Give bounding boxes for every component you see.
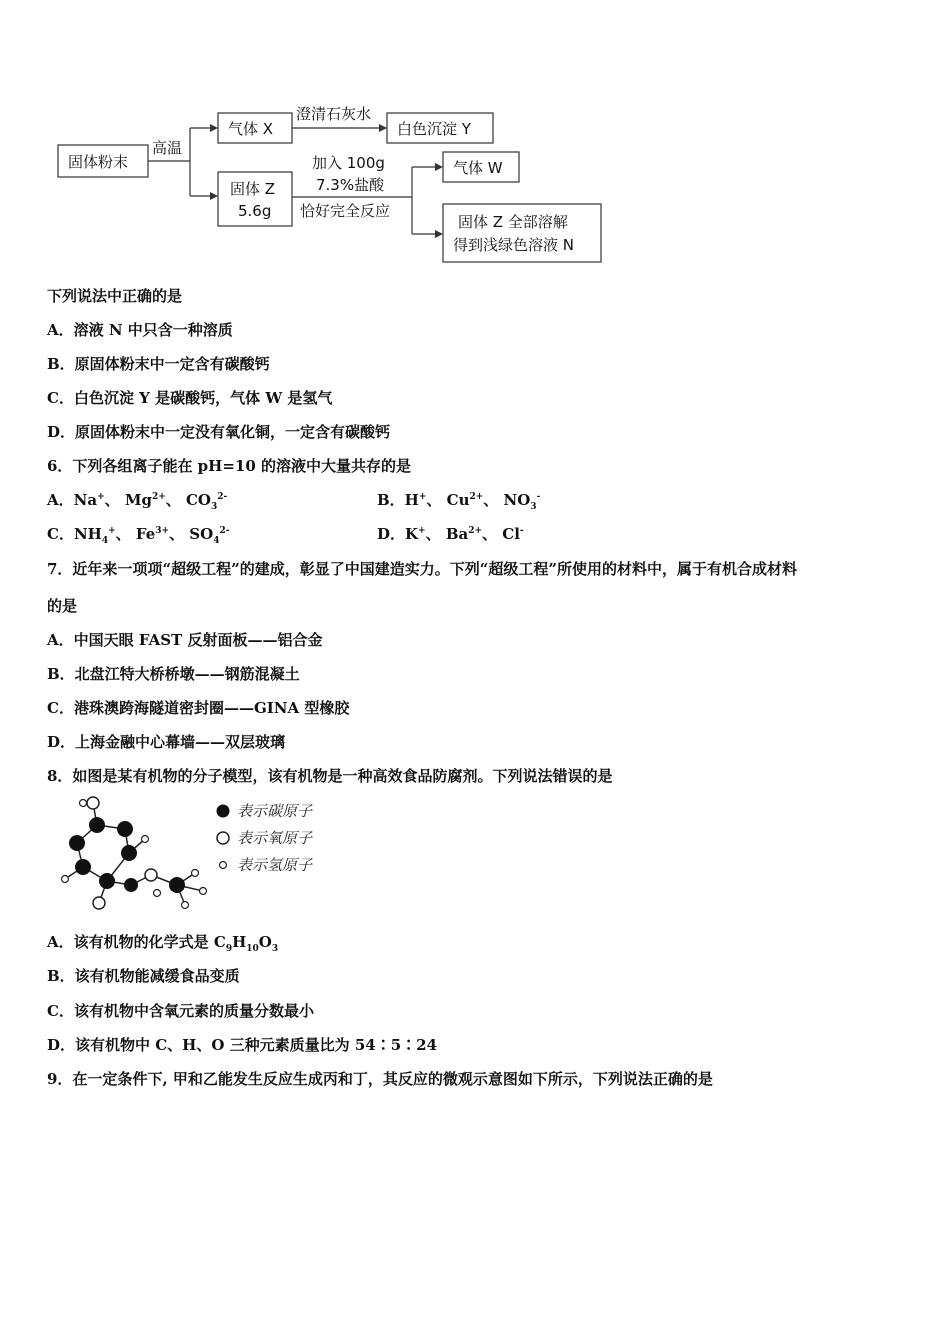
- legend-carbon-icon: [217, 805, 230, 818]
- white-ppt-label: 白色沉淀 Y: [397, 120, 471, 138]
- carbon-atom-icon: [117, 821, 133, 837]
- q6-c-ion3: 、 SO: [169, 525, 214, 543]
- charge: 3+: [155, 526, 170, 536]
- q7-option-d[interactable]: D．上海金融中心幕墙——双层玻璃: [47, 733, 286, 751]
- charge: +: [418, 526, 426, 536]
- subscript: 3: [211, 502, 218, 512]
- q8-option-d[interactable]: D．该有机物中 C、H、O 三种元素质量比为 54∶5∶24: [47, 1036, 438, 1054]
- subscript: 3: [271, 944, 279, 954]
- carbon-atom-icon: [75, 859, 91, 875]
- q6-d-ion3: 、 Cl: [482, 525, 520, 543]
- carbon-atom-icon: [69, 835, 85, 851]
- hydrogen-atom-icon: [154, 890, 161, 897]
- result-line-1: 固体 Z 全部溶解: [458, 213, 568, 231]
- result-line-2: 得到浅绿色溶液 N: [453, 236, 574, 254]
- subscript: 9: [225, 944, 233, 954]
- q6-a-ion3: 、 CO: [165, 491, 211, 509]
- q6-b-ion3: 、 NO: [483, 491, 531, 509]
- hydrogen-atom-icon: [182, 902, 189, 909]
- charge: +: [97, 492, 105, 502]
- charge: +: [108, 526, 116, 536]
- q7-stem-line2: 的是: [47, 597, 78, 615]
- q6-d-text: D．K: [377, 525, 419, 543]
- subscript: 4: [213, 536, 220, 546]
- molecule-model-figure: [45, 795, 365, 920]
- q6-stem: 6．下列各组离子能在 pH=10 的溶液中大量共存的是: [47, 457, 411, 475]
- charge: -: [519, 526, 524, 536]
- hydrogen-atom-icon: [142, 836, 149, 843]
- q6-c-ion2: 、 Fe: [115, 525, 156, 543]
- q6-d-ion2: 、 Ba: [425, 525, 469, 543]
- q7-option-a[interactable]: A．中国天眼 FAST 反射面板——铝合金: [47, 631, 323, 649]
- carbon-atom-icon: [169, 877, 185, 893]
- arrow-head-icon: [435, 163, 443, 171]
- charge: -: [536, 492, 541, 502]
- q6-a-ion2: 、 Mg: [104, 491, 152, 509]
- subscript: 10: [246, 944, 259, 954]
- charge: 2+: [151, 492, 166, 502]
- hydrogen-atom-icon: [80, 800, 87, 807]
- legend-hydrogen-label: 表示氢原子: [237, 856, 313, 874]
- q6-c-text: C．NH: [47, 525, 102, 543]
- react-label: 恰好完全反应: [300, 202, 391, 220]
- q7-stem-line1: 7．近年来一项项“超级工程”的建成，彰显了中国建造实力。下列“超级工程”所使用的材料中，属于有机合成材料: [47, 560, 797, 578]
- oxygen-atom-icon: [93, 897, 105, 909]
- q9-stem: 9．在一定条件下, 甲和乙能发生反应生成丙和丁，其反应的微观示意图如下所示，下列说法正确的是: [47, 1070, 713, 1088]
- q6-option-a[interactable]: [47, 490, 227, 510]
- q5-option-a[interactable]: A．溶液 N 中只含一种溶质: [47, 321, 233, 339]
- q8-option-a[interactable]: [47, 932, 278, 952]
- high-temp-label: 高温: [152, 139, 183, 157]
- q7-option-c[interactable]: C．港珠澳跨海隧道密封圈——GINA 型橡胶: [47, 699, 350, 717]
- hydrogen-atom-icon: [192, 870, 199, 877]
- charge: 2+: [469, 492, 484, 502]
- q6-a-text: A．Na: [47, 491, 98, 509]
- hydrogen-atom-icon: [62, 876, 69, 883]
- q5-option-c[interactable]: C．白色沉淀 Y 是碳酸钙，气体 W 是氢气: [47, 389, 333, 407]
- oxygen-atom-icon: [87, 797, 99, 809]
- arrow-head-icon: [379, 124, 387, 132]
- acid-concentration-label: 7.3%盐酸: [316, 176, 385, 194]
- arrow-head-icon: [210, 124, 218, 132]
- q5-option-b[interactable]: B．原固体粉末中一定含有碳酸钙: [47, 355, 270, 373]
- q7-option-b[interactable]: B．北盘江特大桥桥墩——钢筋混凝土: [47, 665, 300, 683]
- q6-b-ion2: 、 Cu: [426, 491, 470, 509]
- charge: 2-: [217, 492, 228, 502]
- reaction-flow-diagram: [40, 100, 660, 270]
- q8-a-h: H: [232, 933, 247, 951]
- legend-oxygen-icon: [217, 832, 229, 844]
- q8-a-o: O: [258, 933, 272, 951]
- q6-option-b[interactable]: [377, 490, 540, 510]
- limewater-label: 澄清石灰水: [296, 105, 372, 123]
- oxygen-atom-icon: [145, 869, 157, 881]
- carbon-atom-icon: [121, 845, 137, 861]
- arrow-head-icon: [435, 230, 443, 238]
- solid-powder-label: 固体粉末: [68, 153, 129, 171]
- carbon-atom-icon: [89, 817, 105, 833]
- add-acid-label: 加入 100g: [312, 154, 385, 172]
- subscript: 3: [530, 502, 537, 512]
- solid-z-label: 固体 Z: [230, 180, 276, 198]
- solid-z-mass: 5.6g: [238, 202, 272, 220]
- carbon-atom-icon: [99, 873, 115, 889]
- q8-option-b[interactable]: B．该有机物能减缓食品变质: [47, 967, 240, 985]
- q5-option-d[interactable]: D．原固体粉末中一定没有氧化铜，一定含有碳酸钙: [47, 423, 391, 441]
- charge: 2-: [219, 526, 230, 536]
- q6-option-d[interactable]: [377, 524, 524, 544]
- arrow-head-icon: [210, 192, 218, 200]
- gas-w-label: 气体 W: [453, 159, 503, 177]
- legend-oxygen-label: 表示氧原子: [237, 829, 313, 847]
- q6-option-c[interactable]: [47, 524, 229, 544]
- q6-b-text: B．H: [377, 491, 419, 509]
- carbon-atom-icon: [124, 878, 138, 892]
- q8-a-text: A．该有机物的化学式是 C: [47, 933, 226, 951]
- charge: +: [418, 492, 427, 502]
- hydrogen-atom-icon: [200, 888, 207, 895]
- gas-x-label: 气体 X: [228, 120, 274, 138]
- legend-hydrogen-icon: [220, 862, 227, 869]
- subscript: 4: [101, 536, 109, 546]
- q8-option-c[interactable]: C．该有机物中含氧元素的质量分数最小: [47, 1002, 314, 1020]
- q8-stem: 8．如图是某有机物的分子模型，该有机物是一种高效食品防腐剂。下列说法错误的是: [47, 767, 613, 785]
- q5-stem: 下列说法中正确的是: [47, 287, 183, 305]
- charge: 2+: [468, 526, 483, 536]
- legend-carbon-label: 表示碳原子: [237, 802, 313, 820]
